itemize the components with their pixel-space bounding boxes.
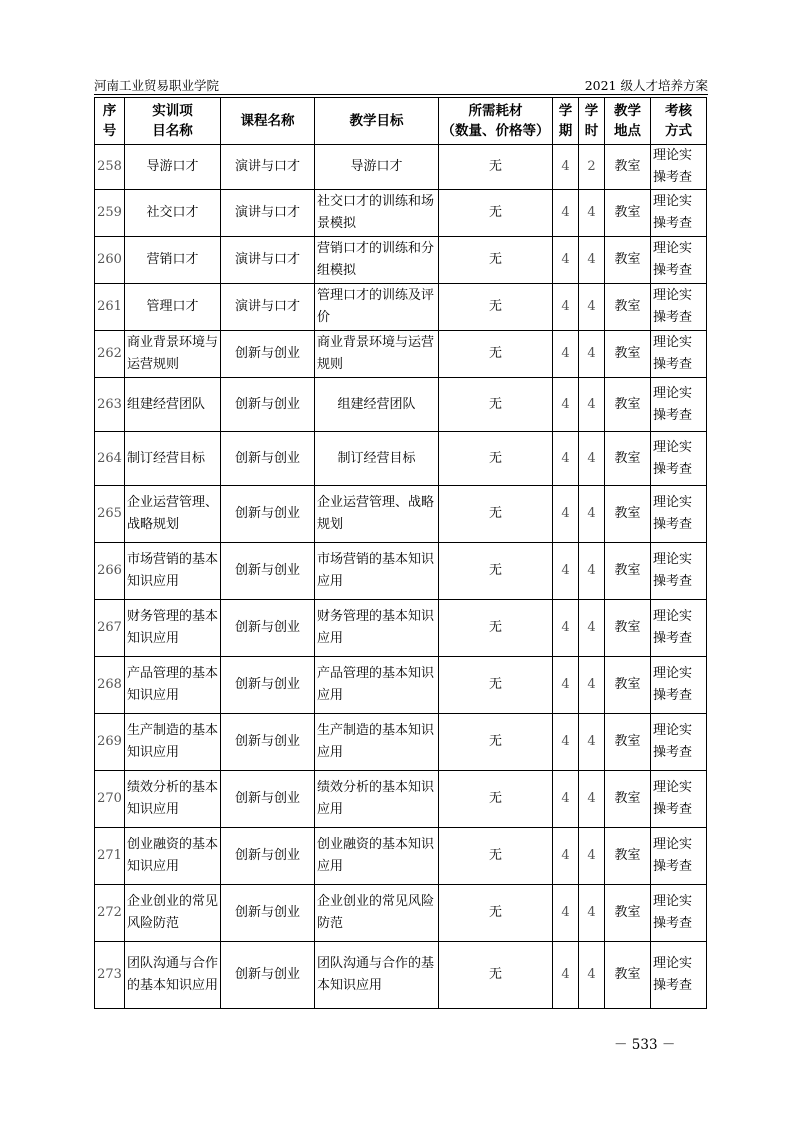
cell-material: 无 <box>439 942 553 1009</box>
table-row <box>95 190 707 237</box>
cell-place: 教室 <box>605 145 651 190</box>
cell-goal: 绩效分析的基本知识应用 <box>315 771 439 828</box>
cell-no: 265 <box>95 486 125 543</box>
cell-no: 258 <box>95 145 125 190</box>
header-goal: 教学目标 <box>315 98 439 145</box>
cell-term: 4 <box>553 942 579 1009</box>
cell-course: 演讲与口才 <box>221 145 315 190</box>
header-exam: 考核 方式 <box>651 98 707 145</box>
table-row <box>95 432 707 486</box>
header-item: 实训项 目名称 <box>125 98 221 145</box>
cell-exam: 理论实操考查 <box>651 486 707 543</box>
cell-term: 4 <box>553 543 579 600</box>
cell-no: 262 <box>95 331 125 378</box>
table-row <box>95 378 707 432</box>
cell-exam: 理论实操考查 <box>651 771 707 828</box>
cell-place: 教室 <box>605 284 651 331</box>
cell-hours: 4 <box>579 600 605 657</box>
page-number: － 533 － <box>614 1037 676 1053</box>
cell-place: 教室 <box>605 828 651 885</box>
cell-term: 4 <box>553 237 579 284</box>
cell-term: 4 <box>553 331 579 378</box>
cell-course: 演讲与口才 <box>221 237 315 284</box>
table-row <box>95 885 707 942</box>
cell-place: 教室 <box>605 657 651 714</box>
cell-place: 教室 <box>605 331 651 378</box>
cell-course: 演讲与口才 <box>221 190 315 237</box>
cell-material: 无 <box>439 828 553 885</box>
cell-no: 259 <box>95 190 125 237</box>
cell-goal: 导游口才 <box>315 145 439 190</box>
cell-no: 270 <box>95 771 125 828</box>
cell-term: 4 <box>553 600 579 657</box>
cell-item: 营销口才 <box>125 237 221 284</box>
cell-hours: 4 <box>579 714 605 771</box>
cell-course: 创新与创业 <box>221 600 315 657</box>
header-material: 所需耗材 （数量、价格等） <box>439 98 553 145</box>
cell-hours: 4 <box>579 828 605 885</box>
cell-place: 教室 <box>605 942 651 1009</box>
header-place: 教学 地点 <box>605 98 651 145</box>
cell-course: 创新与创业 <box>221 486 315 543</box>
cell-term: 4 <box>553 885 579 942</box>
cell-term: 4 <box>553 714 579 771</box>
cell-goal: 营销口才的训练和分组模拟 <box>315 237 439 284</box>
cell-no: 273 <box>95 942 125 1009</box>
cell-no: 268 <box>95 657 125 714</box>
cell-goal: 企业创业的常见风险防范 <box>315 885 439 942</box>
cell-place: 教室 <box>605 543 651 600</box>
cell-item: 导游口才 <box>125 145 221 190</box>
cell-place: 教室 <box>605 600 651 657</box>
cell-exam: 理论实操考查 <box>651 237 707 284</box>
cell-material: 无 <box>439 378 553 432</box>
cell-term: 4 <box>553 486 579 543</box>
table-row <box>95 543 707 600</box>
header-no: 序 号 <box>95 98 125 145</box>
cell-place: 教室 <box>605 378 651 432</box>
cell-goal: 组建经营团队 <box>315 378 439 432</box>
cell-exam: 理论实操考查 <box>651 145 707 190</box>
cell-hours: 4 <box>579 378 605 432</box>
header-document-title: 2021 级人才培养方案 <box>584 78 708 93</box>
table-row <box>95 486 707 543</box>
cell-hours: 4 <box>579 284 605 331</box>
table-row <box>95 237 707 284</box>
cell-item: 组建经营团队 <box>125 378 221 432</box>
table-row <box>95 828 707 885</box>
cell-course: 创新与创业 <box>221 714 315 771</box>
cell-course: 创新与创业 <box>221 828 315 885</box>
cell-material: 无 <box>439 600 553 657</box>
table-header-row <box>95 98 707 145</box>
cell-item: 企业创业的常见风险防范 <box>125 885 221 942</box>
table-row <box>95 942 707 1009</box>
cell-exam: 理论实操考查 <box>651 284 707 331</box>
cell-course: 创新与创业 <box>221 885 315 942</box>
cell-place: 教室 <box>605 486 651 543</box>
cell-term: 4 <box>553 190 579 237</box>
cell-hours: 2 <box>579 145 605 190</box>
header-hours: 学 时 <box>579 98 605 145</box>
cell-material: 无 <box>439 771 553 828</box>
cell-hours: 4 <box>579 432 605 486</box>
cell-goal: 市场营销的基本知识应用 <box>315 543 439 600</box>
cell-course: 演讲与口才 <box>221 284 315 331</box>
cell-course: 创新与创业 <box>221 942 315 1009</box>
cell-place: 教室 <box>605 885 651 942</box>
cell-term: 4 <box>553 657 579 714</box>
cell-goal: 企业运营管理、战略规划 <box>315 486 439 543</box>
cell-material: 无 <box>439 432 553 486</box>
cell-item: 制订经营目标 <box>125 432 221 486</box>
cell-term: 4 <box>553 771 579 828</box>
cell-exam: 理论实操考查 <box>651 600 707 657</box>
cell-no: 263 <box>95 378 125 432</box>
cell-hours: 4 <box>579 657 605 714</box>
cell-hours: 4 <box>579 942 605 1009</box>
cell-item: 财务管理的基本知识应用 <box>125 600 221 657</box>
cell-material: 无 <box>439 885 553 942</box>
cell-course: 创新与创业 <box>221 432 315 486</box>
cell-goal: 制订经营目标 <box>315 432 439 486</box>
cell-no: 261 <box>95 284 125 331</box>
cell-exam: 理论实操考查 <box>651 942 707 1009</box>
cell-place: 教室 <box>605 771 651 828</box>
cell-material: 无 <box>439 237 553 284</box>
cell-place: 教室 <box>605 432 651 486</box>
cell-exam: 理论实操考查 <box>651 378 707 432</box>
cell-term: 4 <box>553 432 579 486</box>
cell-material: 无 <box>439 486 553 543</box>
cell-hours: 4 <box>579 331 605 378</box>
header-institution: 河南工业贸易职业学院 <box>94 78 220 93</box>
cell-item: 团队沟通与合作的基本知识应用 <box>125 942 221 1009</box>
cell-item: 生产制造的基本知识应用 <box>125 714 221 771</box>
cell-goal: 团队沟通与合作的基本知识应用 <box>315 942 439 1009</box>
training-table <box>94 97 707 1009</box>
cell-item: 产品管理的基本知识应用 <box>125 657 221 714</box>
cell-no: 267 <box>95 600 125 657</box>
cell-no: 269 <box>95 714 125 771</box>
cell-hours: 4 <box>579 885 605 942</box>
table-row <box>95 331 707 378</box>
cell-exam: 理论实操考查 <box>651 543 707 600</box>
cell-exam: 理论实操考查 <box>651 331 707 378</box>
cell-goal: 生产制造的基本知识应用 <box>315 714 439 771</box>
table-row <box>95 714 707 771</box>
table-row <box>95 771 707 828</box>
cell-exam: 理论实操考查 <box>651 714 707 771</box>
cell-place: 教室 <box>605 190 651 237</box>
cell-goal: 创业融资的基本知识应用 <box>315 828 439 885</box>
cell-material: 无 <box>439 331 553 378</box>
cell-course: 创新与创业 <box>221 543 315 600</box>
table-row <box>95 145 707 190</box>
cell-item: 商业背景环境与运营规则 <box>125 331 221 378</box>
cell-goal: 管理口才的训练及评价 <box>315 284 439 331</box>
header-term: 学 期 <box>553 98 579 145</box>
cell-material: 无 <box>439 284 553 331</box>
cell-hours: 4 <box>579 771 605 828</box>
header-course: 课程名称 <box>221 98 315 145</box>
cell-item: 社交口才 <box>125 190 221 237</box>
table-row <box>95 657 707 714</box>
cell-no: 266 <box>95 543 125 600</box>
cell-material: 无 <box>439 543 553 600</box>
cell-term: 4 <box>553 145 579 190</box>
cell-item: 企业运营管理、战略规划 <box>125 486 221 543</box>
cell-hours: 4 <box>579 543 605 600</box>
cell-item: 绩效分析的基本知识应用 <box>125 771 221 828</box>
cell-hours: 4 <box>579 486 605 543</box>
cell-exam: 理论实操考查 <box>651 657 707 714</box>
cell-no: 271 <box>95 828 125 885</box>
page-header <box>94 74 708 94</box>
cell-item: 创业融资的基本知识应用 <box>125 828 221 885</box>
cell-place: 教室 <box>605 237 651 284</box>
cell-material: 无 <box>439 714 553 771</box>
cell-course: 创新与创业 <box>221 771 315 828</box>
cell-no: 272 <box>95 885 125 942</box>
cell-material: 无 <box>439 190 553 237</box>
cell-term: 4 <box>553 378 579 432</box>
cell-exam: 理论实操考查 <box>651 885 707 942</box>
cell-course: 创新与创业 <box>221 378 315 432</box>
cell-goal: 商业背景环境与运营规则 <box>315 331 439 378</box>
cell-exam: 理论实操考查 <box>651 828 707 885</box>
cell-material: 无 <box>439 145 553 190</box>
cell-item: 管理口才 <box>125 284 221 331</box>
cell-term: 4 <box>553 284 579 331</box>
cell-hours: 4 <box>579 190 605 237</box>
cell-goal: 产品管理的基本知识应用 <box>315 657 439 714</box>
cell-no: 260 <box>95 237 125 284</box>
table-row <box>95 600 707 657</box>
cell-course: 创新与创业 <box>221 657 315 714</box>
cell-material: 无 <box>439 657 553 714</box>
cell-term: 4 <box>553 828 579 885</box>
table-row <box>95 284 707 331</box>
cell-goal: 社交口才的训练和场景模拟 <box>315 190 439 237</box>
cell-exam: 理论实操考查 <box>651 432 707 486</box>
cell-no: 264 <box>95 432 125 486</box>
cell-goal: 财务管理的基本知识应用 <box>315 600 439 657</box>
cell-item: 市场营销的基本知识应用 <box>125 543 221 600</box>
cell-exam: 理论实操考查 <box>651 190 707 237</box>
cell-place: 教室 <box>605 714 651 771</box>
cell-hours: 4 <box>579 237 605 284</box>
cell-course: 创新与创业 <box>221 331 315 378</box>
header-rule <box>94 94 708 95</box>
